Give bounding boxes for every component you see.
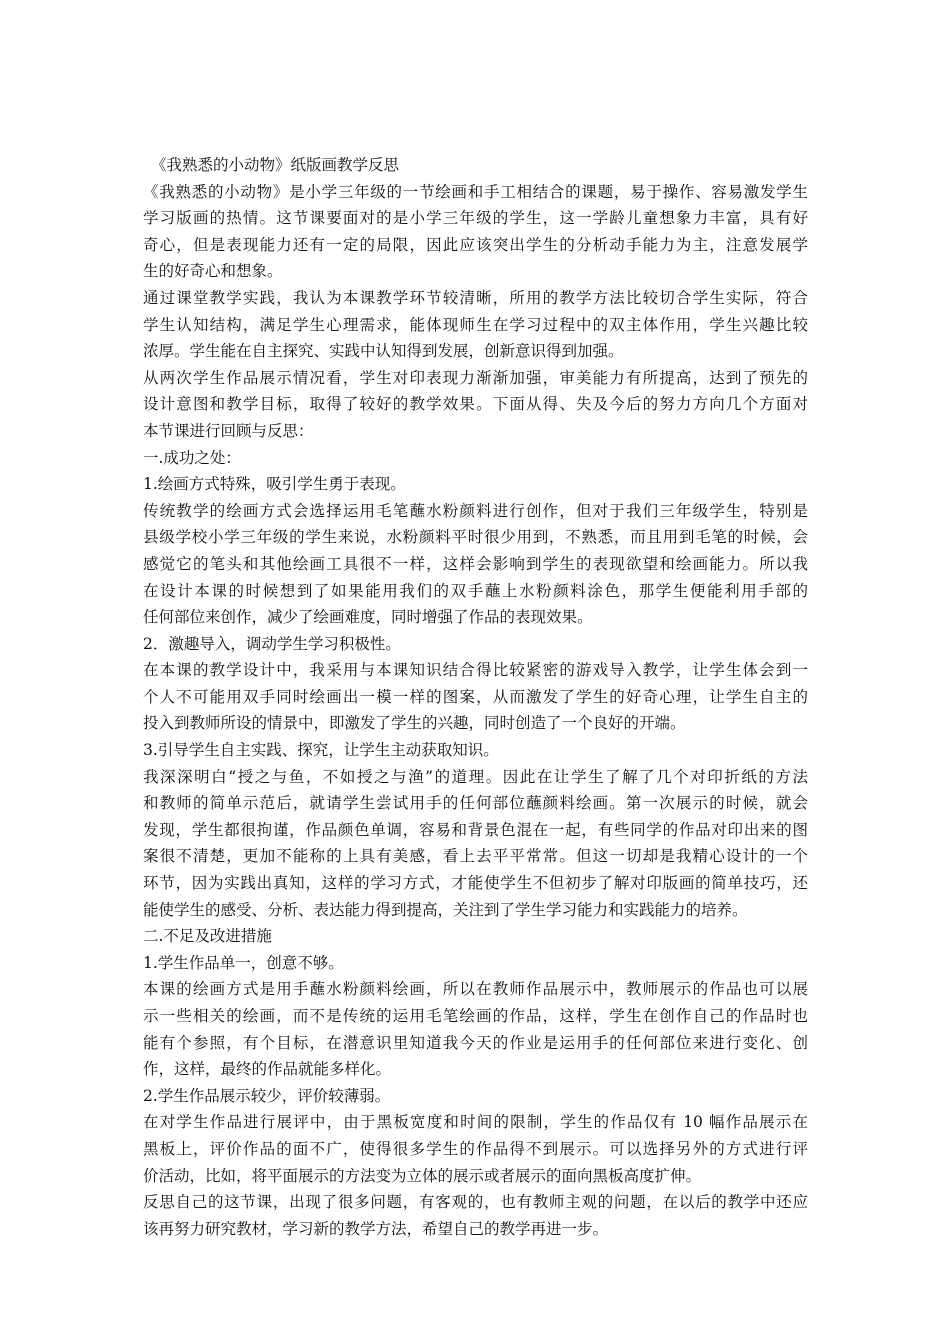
text-line: 案很不清楚，更加不能称的上具有美感，看上去平平常常。但这一切却是我精心设计的一个 (143, 847, 808, 866)
text-line: 环节，因为实践出真知，这样的学习方式，才能使学生不但初步了解对印版画的简单技巧，还 (143, 874, 808, 893)
text-line: 反思自己的这节课，出现了很多问题，有客观的，也有教师主观的问题，在以后的教学中还应 (143, 1193, 808, 1212)
text-line: 任何部位来创作，减少了绘画难度，同时增强了作品的表现效果。 (143, 608, 593, 627)
subsection-heading: 1.学生作品单一，创意不够。 (143, 953, 344, 972)
text-line: 浓厚。学生能在自主探究、实践中认知得到发展，创新意识得到加强。 (143, 342, 624, 361)
subsection-heading: 1.绘画方式特殊，吸引学生勇于表现。 (143, 475, 406, 494)
text-line: 从两次学生作品展示情况看，学生对印表现力渐渐加强，审美能力有所提高，达到了预先的 (143, 368, 808, 387)
section-heading: 一.成功之处： (143, 448, 241, 467)
text-line: 投入到教师所设的情景中，即激发了学生的兴趣，同时创造了一个良好的开端。 (143, 714, 686, 733)
text-line: 和教师的简单示范后，就请学生尝试用手的任何部位蘸颜料绘画。第一次展示的时候，就会 (143, 794, 808, 813)
text-line: 学习版画的热情。这节课要面对的是小学三年级的学生，这一学龄儿童想象力丰富，具有好 (143, 209, 808, 228)
text-line: 生的好奇心和想象。 (143, 262, 283, 281)
subsection-heading: 3.引导学生自主实践、探究，让学生主动获取知识。 (143, 741, 499, 760)
text-line: 个人不可能用双手同时绘画出一模一样的图案，从而激发了学生的好奇心理，让学生自主的 (143, 687, 808, 706)
text-line: 在本课的教学设计中，我采用与本课知识结合得比较紧密的游戏导入教学，让学生体会到一 (143, 661, 808, 680)
text-line: 能使学生的感受、分析、表达能力得到提高，关注到了学生学习能力和实践能力的培养。 (143, 900, 748, 919)
text-line: 价活动，比如，将平面展示的方法变为立体的展示或者展示的面向黑板高度扩伸。 (143, 1166, 702, 1185)
text-line: 本课的绘画方式是用手蘸水粉颜料绘画，所以在教师作品展示中，教师展示的作品也可以展 (143, 980, 808, 999)
text-line: 县级学校小学三年级的学生来说，水粉颜料平时很少用到，不熟悉，而且用到毛笔的时候，会 (143, 528, 808, 547)
text-line: 通过课堂教学实践，我认为本课教学环节较清晰，所用的教学方法比较切合学生实际，符合 (143, 288, 808, 307)
text-line: 感觉它的笔头和其他绘画工具很不一样，这样会影响到学生的表现欲望和绘画能力。所以我 (143, 554, 808, 573)
document-body (143, 152, 808, 1242)
subsection-heading: 2．激趣导入，调动学生学习积极性。 (143, 634, 401, 653)
subsection-heading: 2.学生作品展示较少，评价较薄弱。 (143, 1086, 391, 1105)
text-line: 传统教学的绘画方式会选择运用毛笔蘸水粉颜料进行创作，但对于我们三年级学生，特别是 (143, 501, 808, 520)
text-line: 在对学生作品进行展评中，由于黑板宽度和时间的限制，学生的作品仅有 10 幅作品展示在 (143, 1113, 808, 1132)
text-line: 《我熟悉的小动物》是小学三年级的一节绘画和手工相结合的课题，易于操作、容易激发学生 (143, 182, 808, 201)
document-title: 《我熟悉的小动物》纸版画教学反思 (151, 156, 400, 174)
text-line: 能有个参照，有个目标，在潜意识里知道我今天的作业是运用手的任何部位来进行变化、创 (143, 1033, 808, 1052)
text-line: 示一些相关的绘画，而不是传统的运用毛笔绘画的作品，这样，学生在创作自己的作品时也 (143, 1007, 808, 1025)
text-line: 作，这样，最终的作品就能多样化。 (143, 1060, 392, 1079)
text-line: 本节课进行回顾与反思： (143, 421, 314, 440)
text-line: 我深深明白“授之与鱼，不如授之与渔”的道理。因此在让学生了解了几个对印折纸的方法 (143, 767, 808, 786)
text-line: 学生认知结构，满足学生心理需求，能体现师生在学习过程中的双主体作用，学生兴趣比较 (143, 315, 808, 334)
text-line: 发现，学生都很拘谨，作品颜色单调，容易和背景色混在一起，有些同学的作品对印出来的图 (143, 820, 808, 839)
section-heading: 二.不足及改进措施 (143, 927, 272, 946)
text-line: 设计意图和教学目标，取得了较好的教学效果。下面从得、失及今后的努力方向几个方面对 (143, 395, 808, 414)
text-line: 奇心，但是表现能力还有一定的局限，因此应该突出学生的分析动手能力为主，注意发展学 (143, 235, 808, 254)
text-line: 在设计本课的时候想到了如果能用我们的双手蘸上水粉颜料涂色，那学生便能利用手部的 (143, 581, 808, 600)
text-line: 该再努力研究教材，学习新的教学方法，希望自己的教学再进一步。 (143, 1219, 609, 1238)
text-line: 黑板上，评价作品的面不广，使得很多学生的作品得不到展示。可以选择另外的方式进行评 (143, 1139, 808, 1158)
